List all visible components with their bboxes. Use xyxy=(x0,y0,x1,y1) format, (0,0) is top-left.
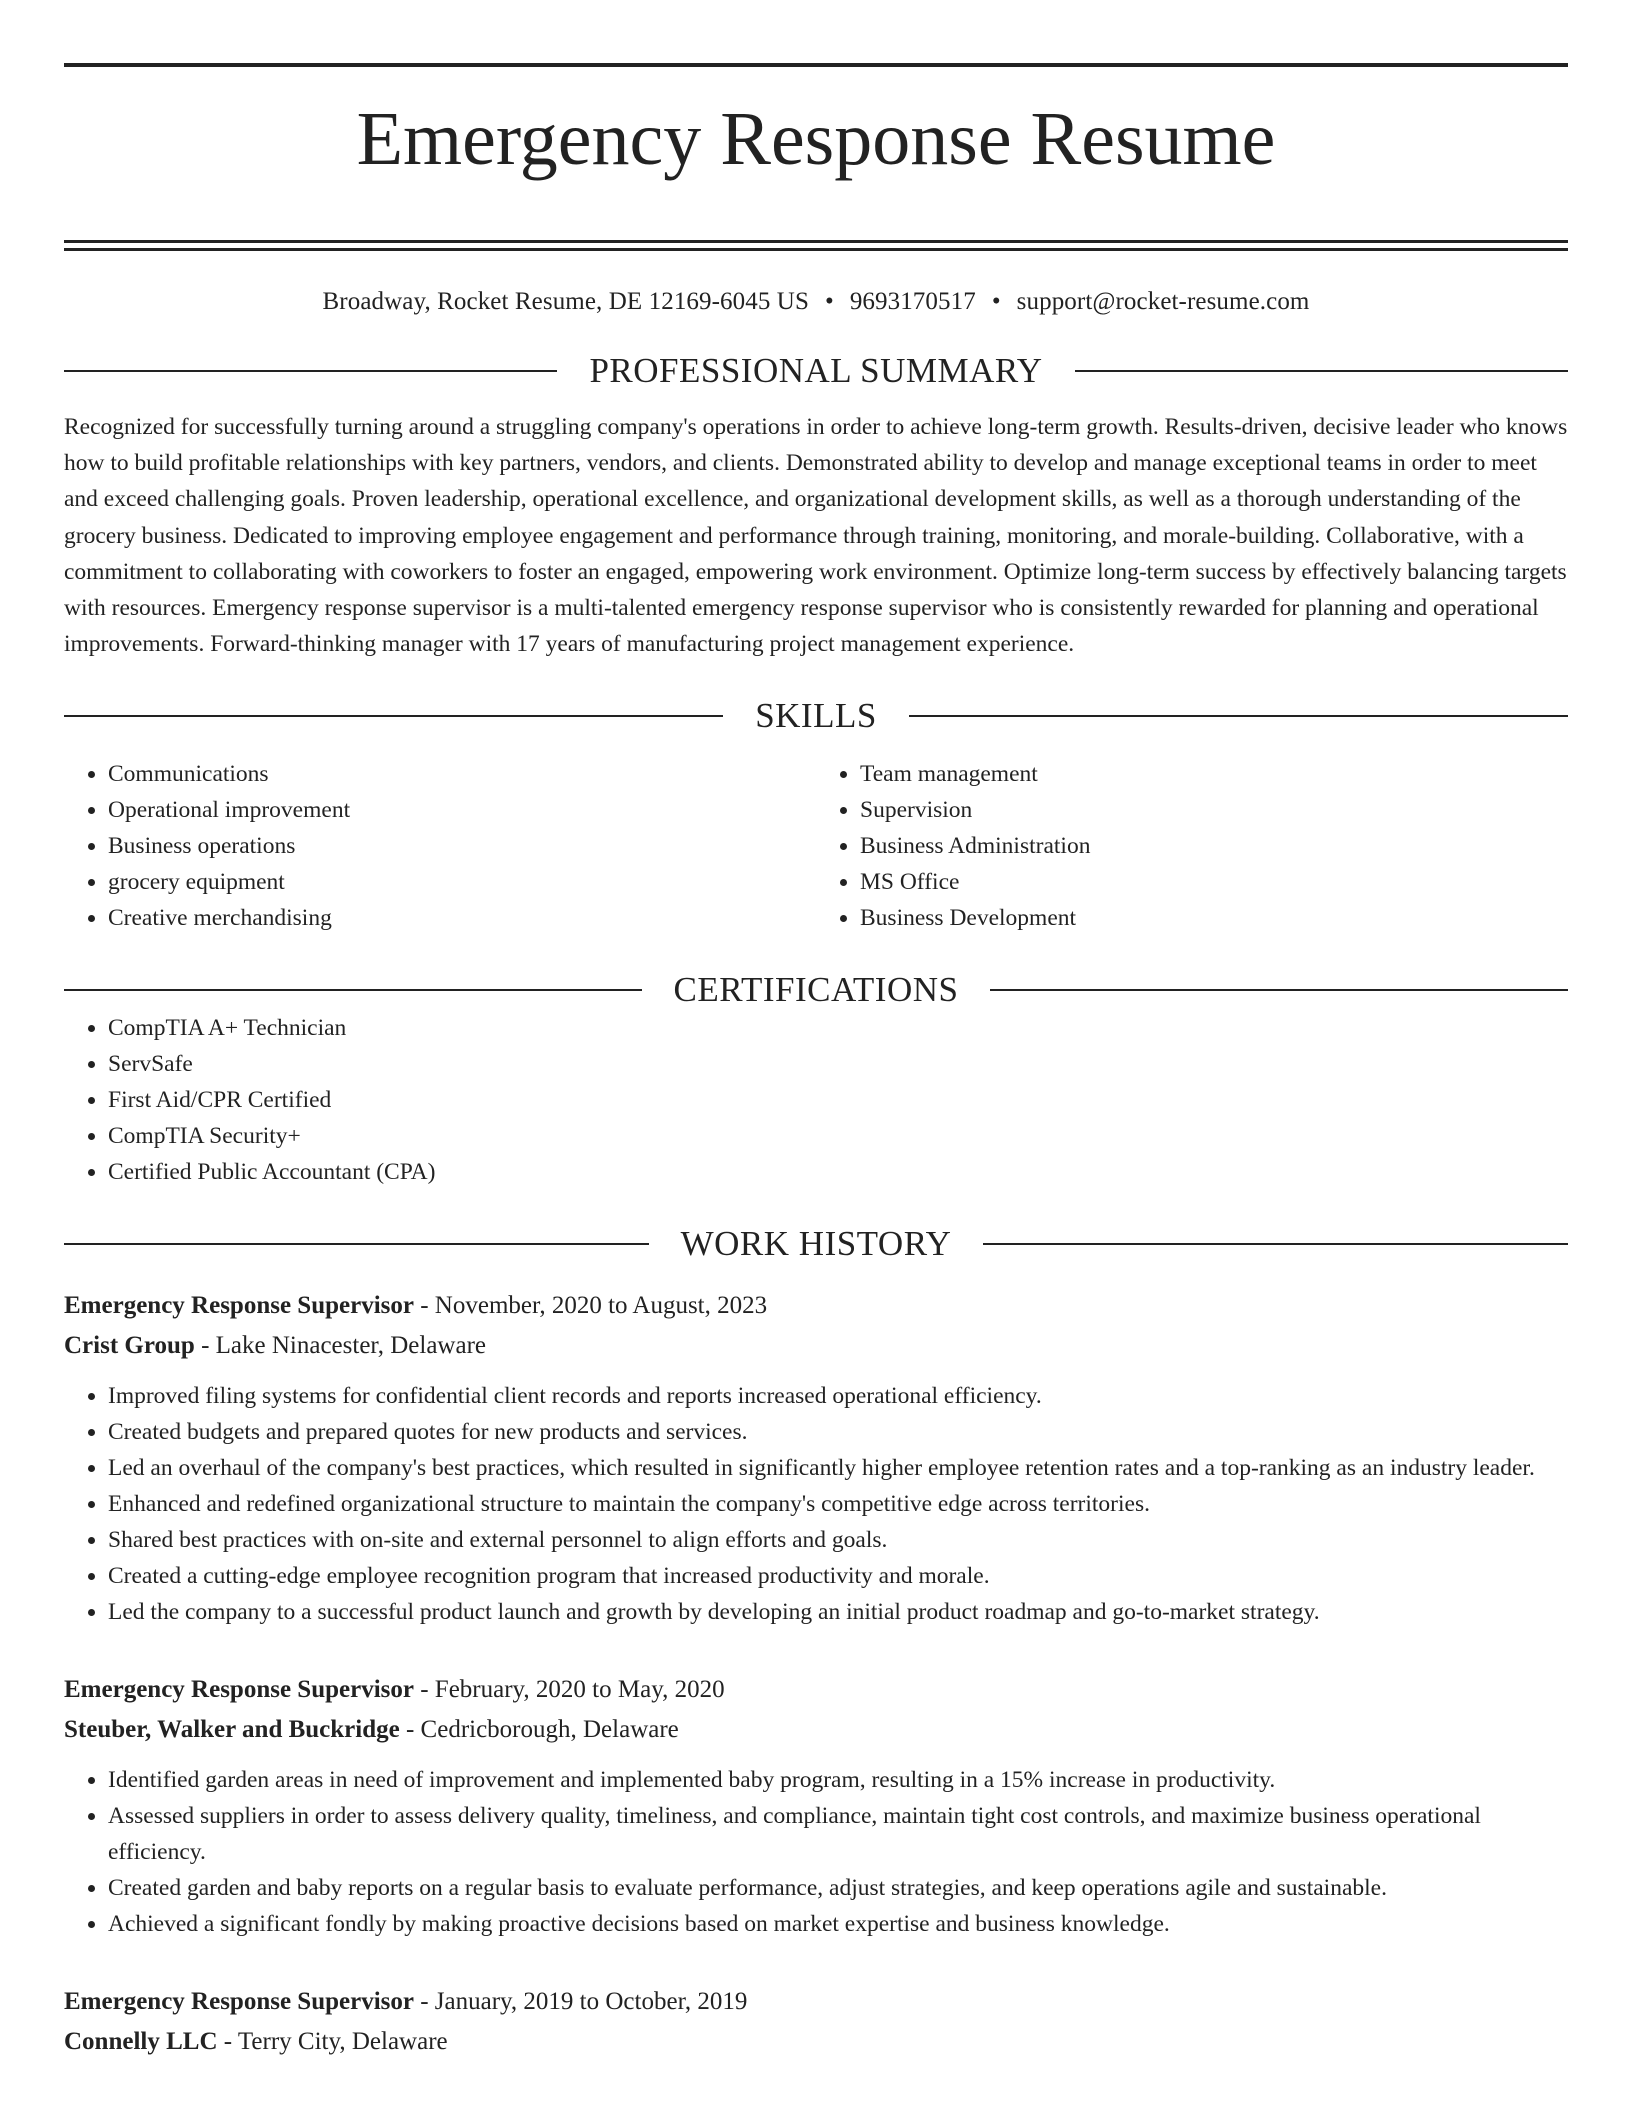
section-rule xyxy=(64,989,642,991)
contact-address: Broadway, Rocket Resume, DE 12169-6045 US xyxy=(322,287,809,315)
job-bullet: • Improved filing systems for confidential client records and reports increased operational efficiency. xyxy=(108,1378,1568,1414)
top-rule xyxy=(64,63,1568,67)
contact-separator: • xyxy=(991,287,1001,315)
job-entry xyxy=(64,1670,1568,1942)
job-title-line xyxy=(64,1670,1568,1710)
job-title-line xyxy=(64,1286,1568,1326)
certification-item: • ServSafe xyxy=(108,1046,1568,1082)
job-bullet: • Led the company to a successful product launch and growth by developing an initial product roadmap and go-to-market strategy. xyxy=(108,1594,1568,1630)
section-rule xyxy=(64,1243,649,1245)
job-bullet: • Led an overhaul of the company's best practices, which resulted in significantly higher employee retention rates and a top-ranking as an industry leader. xyxy=(108,1450,1568,1486)
job-company: Steuber, Walker and Buckridge xyxy=(64,1716,400,1744)
skills-columns xyxy=(64,756,1568,936)
job-company-line xyxy=(64,1326,1568,1366)
job-dates: - February, 2020 to May, 2020 xyxy=(413,1676,725,1704)
title-double-rule xyxy=(64,240,1568,251)
contact-line xyxy=(64,287,1568,317)
skill-item: • Team management xyxy=(860,756,1568,792)
job-dates: - November, 2020 to August, 2023 xyxy=(413,1292,768,1320)
section-rule xyxy=(64,370,557,372)
section-rule xyxy=(983,1243,1568,1245)
certification-item: • Certified Public Accountant (CPA) xyxy=(108,1154,1568,1190)
skill-item: • Creative merchandising xyxy=(108,900,816,936)
section-title: CERTIFICATIONS xyxy=(673,970,959,1010)
job-title-line xyxy=(64,1982,1568,2022)
section-rule xyxy=(1075,370,1568,372)
section-header-work xyxy=(64,1224,1568,1264)
section-title: PROFESSIONAL SUMMARY xyxy=(589,350,1043,390)
skills-list-left xyxy=(64,756,816,936)
page-title: Emergency Response Resume xyxy=(356,97,1276,181)
certifications-list xyxy=(64,1010,1568,1190)
job-company: Crist Group xyxy=(64,1332,195,1360)
skill-item: • Supervision xyxy=(860,792,1568,828)
skill-item: • grocery equipment xyxy=(108,864,816,900)
job-dates: - January, 2019 to October, 2019 xyxy=(413,1988,748,2016)
job-bullet: • Created garden and baby reports on a regular basis to evaluate performance, adjust strategies, and keep operations agile and sustainable. xyxy=(108,1870,1568,1906)
skill-item: • MS Office xyxy=(860,864,1568,900)
job-company: Connelly LLC xyxy=(64,2028,218,2056)
job-bullet: • Created a cutting-edge employee recognition program that increased productivity and morale. xyxy=(108,1558,1568,1594)
job-bullet: • Assessed suppliers in order to assess delivery quality, timeliness, and compliance, maintain tight cost controls, and maximize business operational efficiency. xyxy=(108,1798,1568,1870)
section-title: SKILLS xyxy=(755,696,877,736)
job-bullet: • Enhanced and redefined organizational structure to maintain the company's competitive edge across territories. xyxy=(108,1486,1568,1522)
job-title: Emergency Response Supervisor xyxy=(64,1676,414,1704)
job-company-line xyxy=(64,2022,1568,2062)
job-location: - Terry City, Delaware xyxy=(217,2028,448,2056)
job-entry xyxy=(64,1982,1568,2062)
job-bullets xyxy=(64,1378,1568,1630)
job-company-line xyxy=(64,1710,1568,1750)
section-rule xyxy=(64,715,723,717)
job-location: - Cedricborough, Delaware xyxy=(399,1716,679,1744)
job-bullets xyxy=(64,1762,1568,1942)
job-title: Emergency Response Supervisor xyxy=(64,1988,414,2016)
contact-email: support@rocket-resume.com xyxy=(1016,287,1310,315)
skill-item: • Operational improvement xyxy=(108,792,816,828)
job-bullet: • Shared best practices with on-site and external personnel to align efforts and goals. xyxy=(108,1522,1568,1558)
skills-list-right xyxy=(816,756,1568,936)
contact-phone: 9693170517 xyxy=(849,287,976,315)
certification-item: • First Aid/CPR Certified xyxy=(108,1082,1568,1118)
skill-item: • Business operations xyxy=(108,828,816,864)
job-title: Emergency Response Supervisor xyxy=(64,1292,414,1320)
skill-item: • Communications xyxy=(108,756,816,792)
summary-text: Recognized for successfully turning around a struggling company's operations in order to achieve long-term growth. Results-driven, decisive leader who knows how to build profitable relationships with key partners, vendors, and clients. Demonstrated ability to develop and manage exceptional teams in order to meet and exceed challenging goals. Proven leadership, operational excellence, and organizational development skills, as well as a thorough understanding of the grocery business. Dedicated to improving employee engagement and performance through training, monitoring, and morale-building. Collaborative, with a commitment to collaborating with coworkers to foster an engaged, empowering work environment. Optimize long-term success by effectively balancing targets with resources. Emergency response supervisor is a multi-talented emergency response supervisor who is consistently rewarded for planning and operational improvements. Forward-thinking manager with 17 years of manufacturing project management experience. xyxy=(64,413,1568,658)
section-header-summary xyxy=(64,351,1568,391)
resume-page xyxy=(64,0,1568,2062)
job-entry xyxy=(64,1286,1568,1630)
section-rule xyxy=(990,989,1568,991)
job-location: - Lake Ninacester, Delaware xyxy=(194,1332,486,1360)
certification-item: • CompTIA Security+ xyxy=(108,1118,1568,1154)
certification-item: • CompTIA A+ Technician xyxy=(108,1010,1568,1046)
contact-separator: • xyxy=(824,287,834,315)
job-bullet: • Achieved a significant fondly by making proactive decisions based on market expertise and business knowledge. xyxy=(108,1906,1568,1942)
section-header-skills xyxy=(64,696,1568,736)
skill-item: • Business Administration xyxy=(860,828,1568,864)
section-header-certifications xyxy=(64,970,1568,1010)
job-bullet: • Identified garden areas in need of improvement and implemented baby program, resulting in a 15% increase in productivity. xyxy=(108,1762,1568,1798)
section-rule xyxy=(909,715,1568,717)
job-bullet: • Created budgets and prepared quotes for new products and services. xyxy=(108,1414,1568,1450)
skill-item: • Business Development xyxy=(860,900,1568,936)
section-title: WORK HISTORY xyxy=(680,1224,952,1264)
